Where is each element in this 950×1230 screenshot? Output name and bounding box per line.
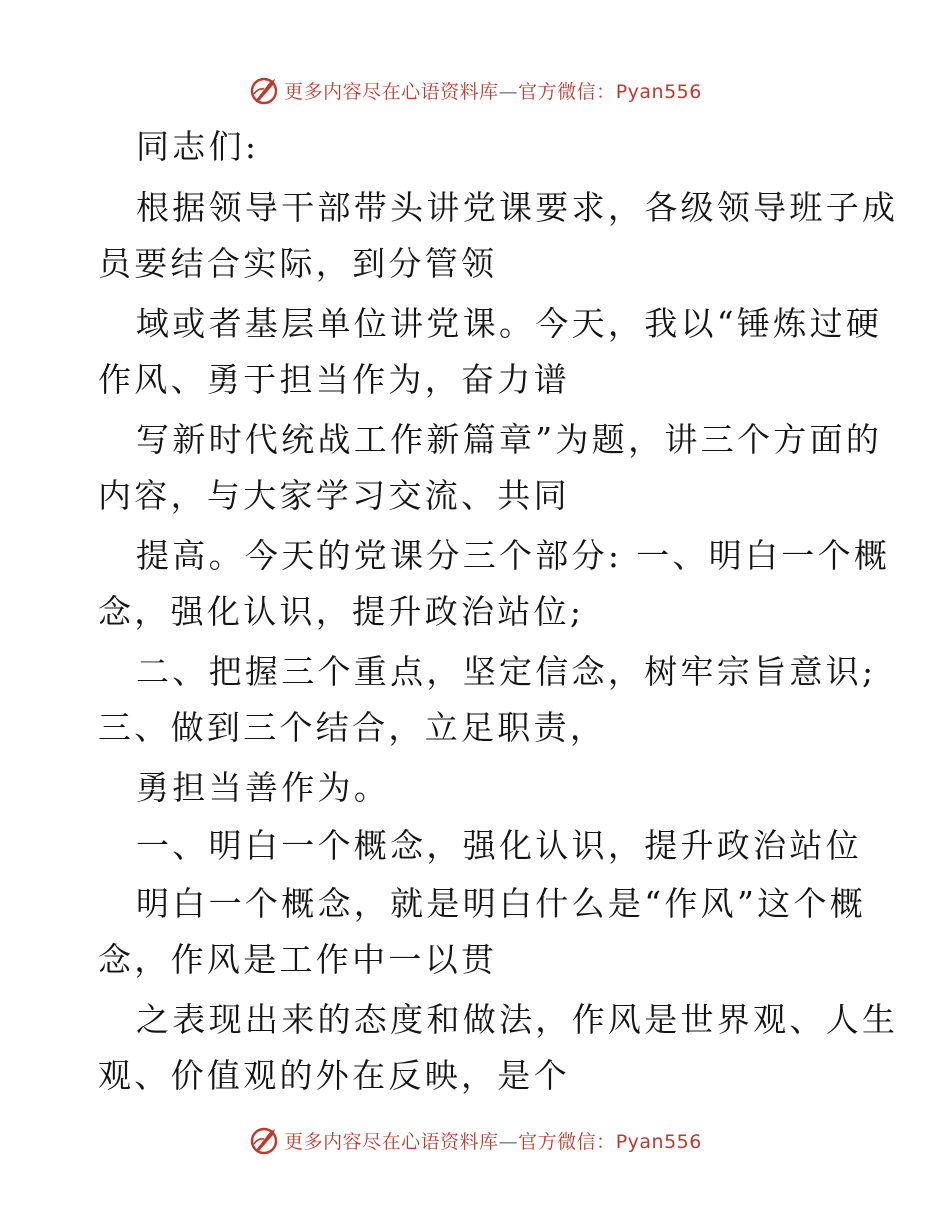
text-line: 同志们: [136, 127, 260, 166]
text-line: 内容，与大家学习交流、共同 [98, 476, 570, 515]
text-line: 明白一个概念，就是明白什么是“作风”这个概 [136, 884, 867, 923]
watermark-banner-bottom [0, 1120, 950, 1160]
section-heading: 一、明白一个概念，强化认识，提升政治站位 [136, 826, 862, 865]
text-line: 根据领导干部带头讲党课要求，各级领导班子成 [136, 188, 899, 227]
text-line: 勇担当善作为。 [136, 768, 391, 807]
text-line: 念，作风是工作中一以贯 [98, 940, 498, 979]
text-line: 域或者基层单位讲党课。今天，我以“锤炼过硬 [136, 304, 883, 343]
text-line: 写新时代统战工作新篇章”为题，讲三个方面的 [136, 420, 883, 459]
watermark-text: 更多内容尽在心语资料库—官方微信：Pyan556 [284, 80, 702, 103]
watermark-text: 更多内容尽在心语资料库—官方微信：Pyan556 [284, 1130, 702, 1153]
text-line: 观、价值观的外在反映，是个 [98, 1056, 570, 1095]
text-line: 之表现出来的态度和做法，作风是世界观、人生 [136, 1000, 899, 1039]
quill-pen-logo-icon [248, 1124, 280, 1156]
text-line: 作风、勇于担当作为，奋力谱 [98, 360, 570, 399]
text-line: 二、把握三个重点，坚定信念，树牢宗旨意识; [136, 652, 877, 691]
text-line: 员要结合实际，到分管领 [98, 244, 498, 283]
text-line: 三、做到三个结合，立足职责， [98, 708, 607, 747]
text-line: 提高。今天的党课分三个部分: 一、明白一个概 [136, 536, 891, 575]
text-line: 念，强化认识，提升政治站位; [98, 592, 585, 631]
